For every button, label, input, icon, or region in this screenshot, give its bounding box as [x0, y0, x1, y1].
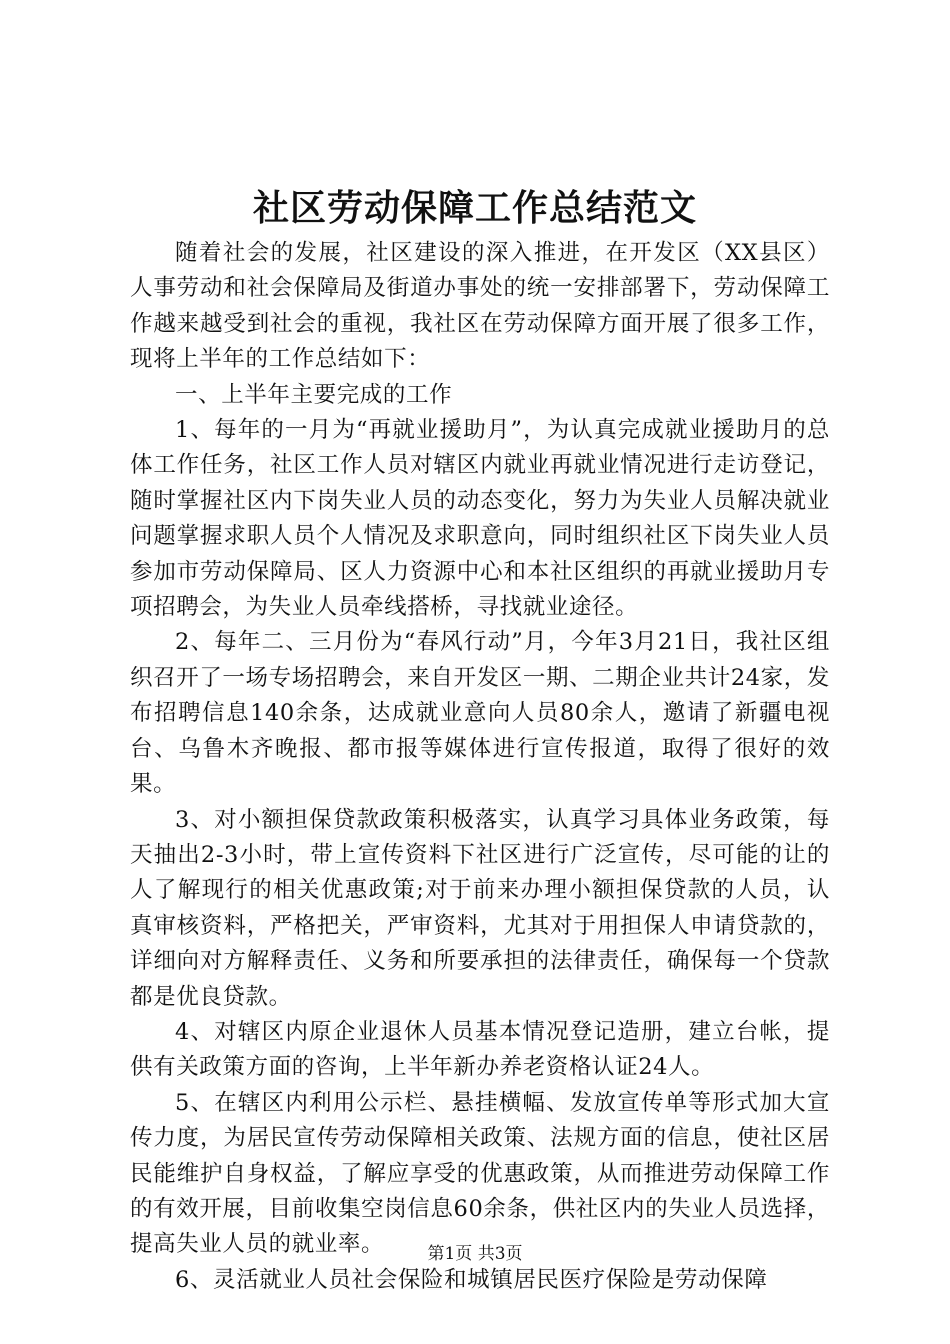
paragraph-item-1: 1、每年的一月为“再就业援助月”，为认真完成就业援助月的总体工作任务，社区工作人员对辖区内就业再就业情况进行走访登记，随时掌握社区内下岗失业人员的动态变化，努力为失业人员解决就业问题掌握求职人员个人情况及求职意向，同时组织社区下岗失业人员参加市劳动保障局、区人力资源中心和本社区组织的再就业援助月专项招聘会，为失业人员牵线搭桥，寻找就业途径。: [130, 417, 830, 621]
paragraph-item-4: 4、对辖区内原企业退休人员基本情况登记造册，建立台帐，提供有关政策方面的咨询，上半年新办养老资格认证24人。: [130, 1018, 830, 1081]
paragraph-intro: 随着社会的发展，社区建设的深入推进，在开发区（XX县区）人事劳动和社会保障局及街道办事处的统一安排部署下，劳动保障工作越来越受到社会的重视，我社区在劳动保障方面开展了很多工作，现将上半年的工作总结如下：: [130, 240, 830, 373]
paragraph-item-3: 3、对小额担保贷款政策积极落实，认真学习具体业务政策，每天抽出2-3小时，带上宣传资料下社区进行广泛宣传，尽可能的让的人了解现行的相关优惠政策;对于前来办理小额担保贷款的人员，认真审核资料，严格把关，严审资料，尤其对于用担保人申请贷款的，详细向对方解释责任、义务和所要承担的法律责任，确保每一个贷款都是优良贷款。: [130, 806, 830, 1010]
document-title: 社区劳动保障工作总结范文: [252, 187, 697, 229]
page-number-footer: 第1页 共3页: [427, 1244, 523, 1264]
paragraph-item-5: 5、在辖区内利用公示栏、悬挂横幅、发放宣传单等形式加大宣传力度，为居民宣传劳动保障相关政策、法规方面的信息，使社区居民能维护自身权益，了解应享受的优惠政策，从而推进劳动保障工作的有效开展，目前收集空岗信息60余条，供社区内的失业人员选择，提高失业人员的就业率。: [130, 1089, 830, 1258]
section-heading: 一、上半年主要完成的工作: [175, 381, 453, 408]
paragraph-item-6: 6、灵活就业人员社会保险和城镇居民医疗保险是劳动保障: [175, 1266, 768, 1293]
paragraph-item-2: 2、每年二、三月份为“春风行动”月，今年3月21日，我社区组织召开了一场专场招聘会，来自开发区一期、二期企业共计24家，发布招聘信息140余条，达成就业意向人员80余人，邀请了新疆电视台、乌鲁木齐晚报、都市报等媒体进行宣传报道，取得了很好的效果。: [130, 629, 830, 798]
document-body: [130, 236, 830, 1298]
